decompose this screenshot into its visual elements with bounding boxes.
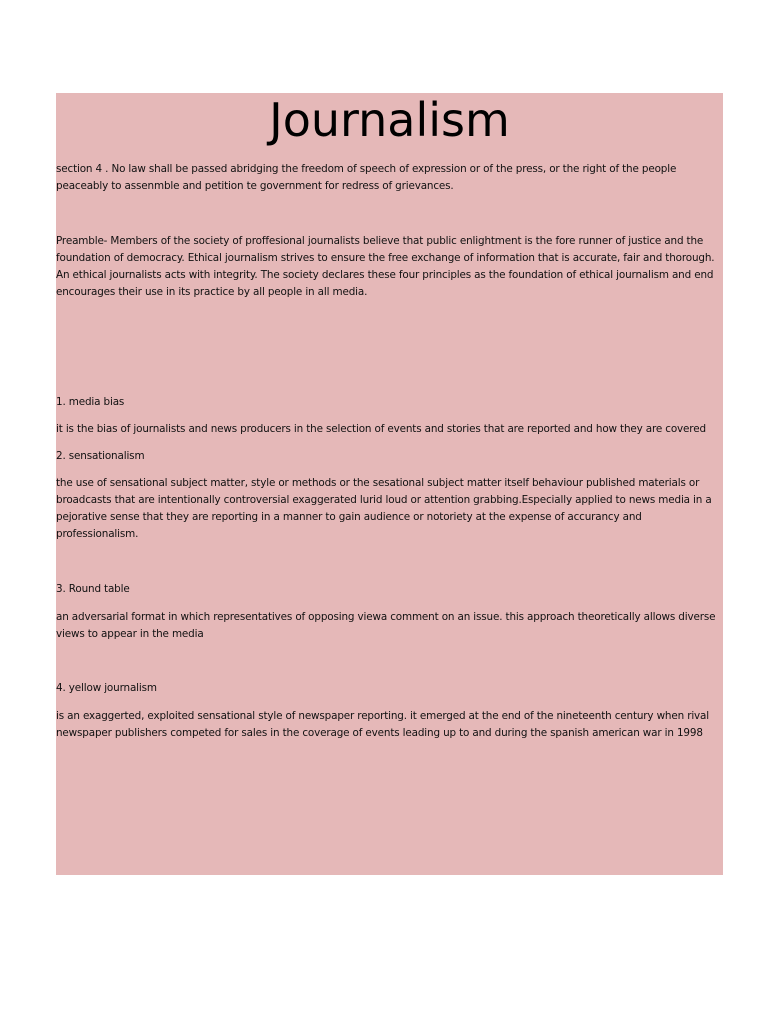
item-2-heading: 2. sensationalism — [56, 450, 145, 462]
item-4-body: is an exaggerted, exploited sensational style of newspaper reporting. it emerged at the end of the nineteenth century when rival newspaper publishers competed for sales in the coverage of events leading up to and during the spanish american war in 1998 — [56, 710, 710, 739]
item-3-heading: 3. Round table — [56, 583, 130, 595]
preamble-paragraph: Preamble- Members of the society of proffesional journalists believe that public enlightment is the fore runner of justice and the foundation of democracy. Ethical journalism strives to ensure the free exchange of information that is accurate, fair and thorough. An ethical journalists acts with integrity. The society declares these four principles as the foundation of ethical journalism and end encourages their use in its practice by all people in all media. — [56, 235, 715, 298]
item-1-body: it is the bias of journalists and news producers in the selection of events and stories that are reported and how they are covered — [56, 423, 706, 435]
document-title: Journalism — [269, 93, 510, 147]
item-4-heading: 4. yellow journalism — [56, 682, 157, 694]
section-4-paragraph: section 4 . No law shall be passed abridging the freedom of speech of expression or of the press, or the right of the people peaceably to assenmble and petition te government for redress of grievances. — [56, 163, 677, 192]
item-1-heading: 1. media bias — [56, 396, 125, 408]
item-2-body: the use of sensational subject matter, style or methods or the sesational subject matter itself behaviour published materials or broadcasts that are intentionally controversial exaggerated lurid loud or attention grabbing.Especially applied to news media in a pejorative sense that they are reporting in a manner to gain audience or notoriety at the expense of accurancy and professionalism. — [56, 477, 712, 540]
item-3-body: an adversarial format in which representatives of opposing viewa comment on an issue. this approach theoretically allows diverse views to appear in the media — [56, 611, 716, 640]
content-panel — [56, 93, 723, 875]
